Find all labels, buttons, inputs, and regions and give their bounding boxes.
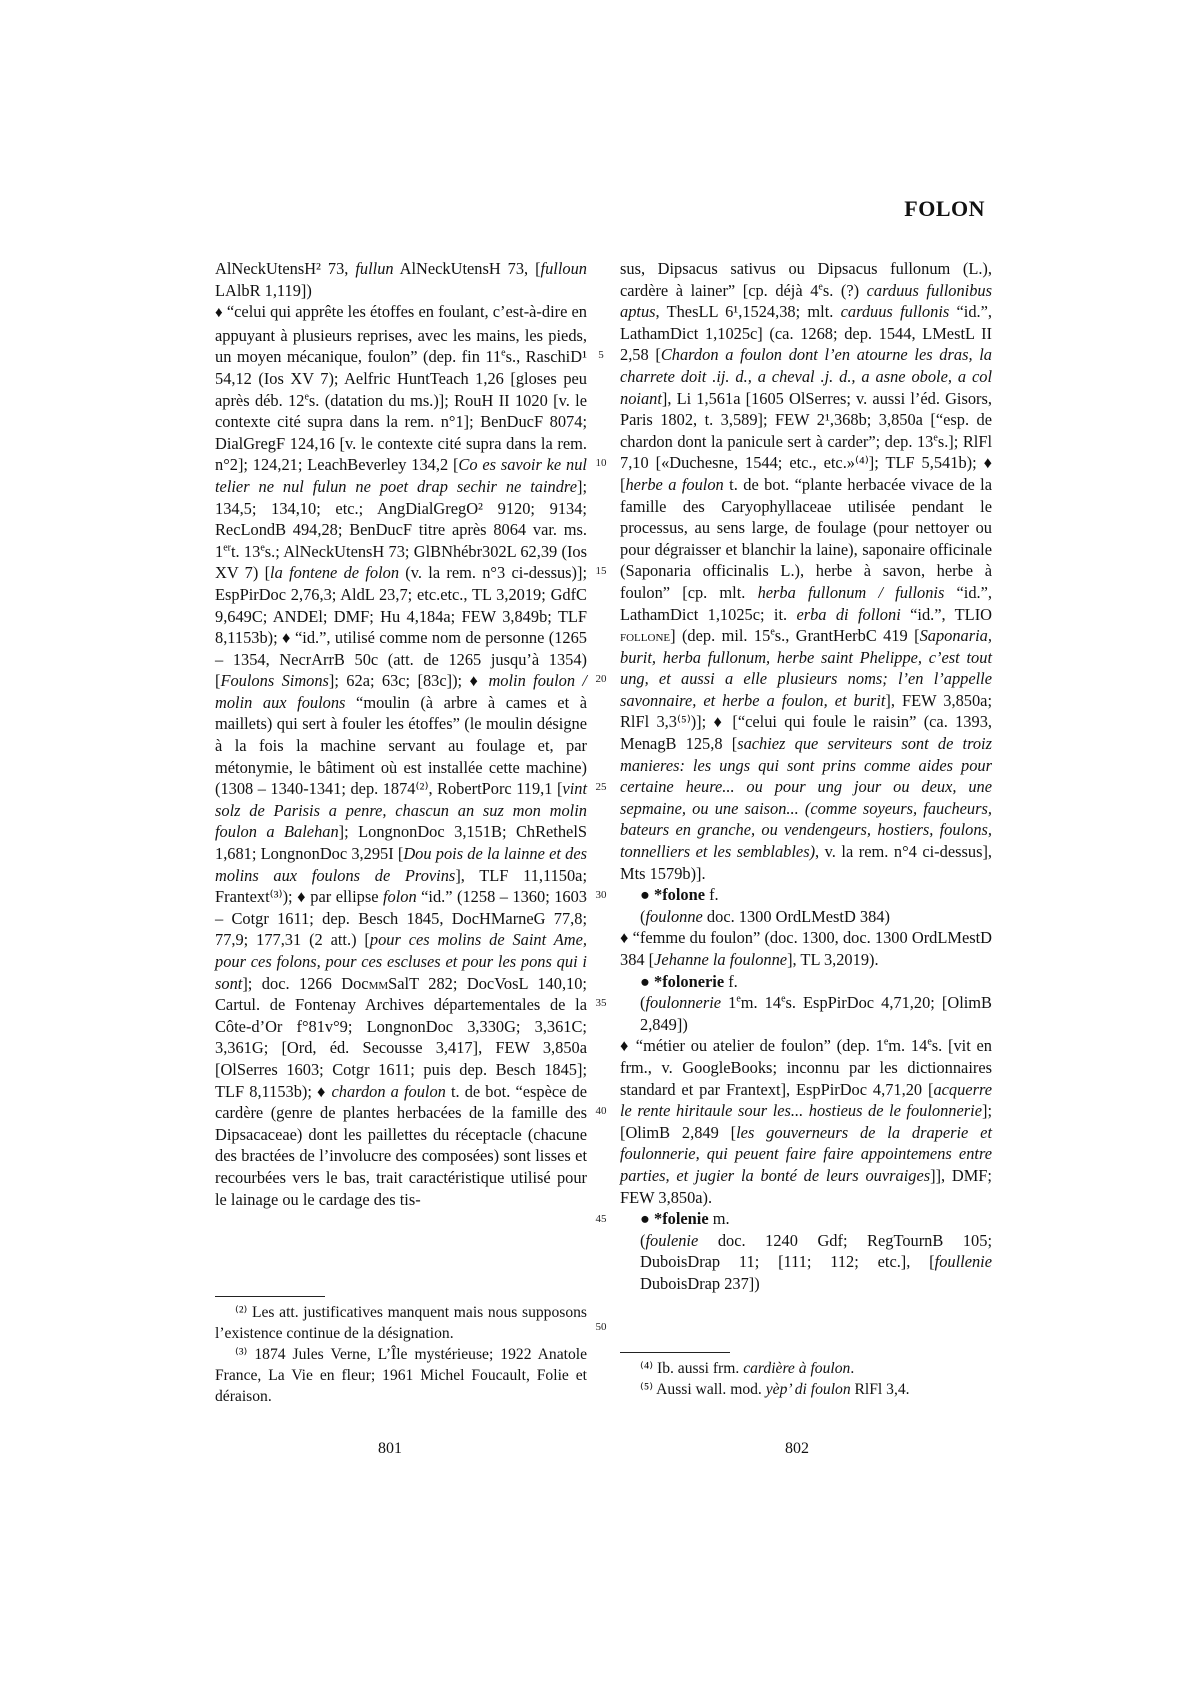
line-number: 35 [595,997,607,1009]
running-head: FOLON [904,196,985,221]
entry-headword: ● *folonerie f. [640,971,738,991]
entry-forms: (foulonne doc. 1300 OrdLMestD 384) [640,906,890,926]
entry-sense: ♦ “métier ou atelier de foulon” (dep. 1em. 14es. [vit en frm., v. GoogleBooks; inconnu par les dictionnaires standard et par Frantext], EspPirDoc 4,71,20 [acquerre le rente hiritaule sour les... hostieus de le foulonnerie]; [OlimB 2,849 [les gouverneurs de la draperie et foulonnerie, qui peuent faire faire appointemens entre parties, et jugier la bonté de leurs ouvraiges]], DMF; FEW 3,850a). [620,1036,993,1207]
folio-left: 801 [378,1440,402,1457]
left-column [215,258,587,1210]
footnote: ⁽⁴⁾ Ib. aussi frm. cardière à foulon. [640,1360,855,1377]
entry-headword: ● *folone f. [640,885,719,905]
footnote: ⁽³⁾ 1874 Jules Verne, L’Île mystérieuse; 1922 Anatole France, La Vie en fleur; 1961 Michel Foucault, Folie et déraison. [215,1346,587,1405]
line-number: 50 [595,1321,607,1333]
right-paragraph: sus, Dipsacus sativus ou Dipsacus fullonum (L.), cardère à lainer” [cp. déjà 4es. (?) carduus fullonibus aptus, ThesLL 6¹,1524,38; mlt. carduus fullonis “id.”, LathamDict 1,1025c] (ca. 1268; dep. 1544, LMestL II 2,58 [Chardon a foulon dont l’en atourne les dras, la charrete doit .ij. d., a cheval .j. d., a asne obole, a col noiant], Li 1,561a [1605 OlSerres; v. aussi l’éd. Gisors, Paris 1802, t. 3,589]; FEW 2¹,368b; 3,850a [“esp. de chardon dont la panicule sert à carder”; dep. 13es.]; RlFl 7,10 [«Duchesne, 1544; etc., etc.»⁽⁴⁾]; TLF 5,541b); ♦ [herbe a foulon t. de bot. “plante herbacée vivace de la famille des Caryophyllaceae utilisée pendant le processus, au sens large, de foulage (pour nettoyer ou pour dégraisser et blanchir la laine), saponaire officinale (Saponaria officinalis L.), herbe à savon, herbe à foulon” [cp. mlt. herba fullonum / fullonis “id.”, LathamDict 1,1025c; it. erba di folloni “id.”, TLIO follone] (dep. mil. 15es., GrantHerbC 419 [Saponaria, burit, herba fullonum, herbe saint Phelippe, c’est tout ung, et aussi a elle plusieurs noms; l’en l’appelle savonnaire, et herbe a foulon, et burit], FEW 3,850a; RlFl 3,3⁽⁵⁾)]; ♦ [“celui qui foule le raisin” (ca. 1393, MenagB 125,8 [sachiez que serviteurs sont de troiz manieres: les ungs qui sont prins comme aides pour certaine heure... ou pour ung jour ou deux, une sepmaine, ou une saison... (comme soyeurs, faucheurs, bateurs en granche, ou vendengeurs, hostiers, foulons, tonnelliers et les semblables), v. la rem. n°4 ci-dessus], Mts 1579b)]. [620,259,993,883]
footnote: ⁽⁵⁾ Aussi wall. mod. yèp’ di foulon RlFl 3,4. [640,1381,910,1398]
entry-forms: (foulonnerie 1em. 14es. EspPirDoc 4,71,20; [OlimB 2,849]) [640,993,992,1034]
line-number: 40 [595,1105,607,1117]
line-number: 10 [595,457,607,469]
left-paragraph: AlNeckUtensH² 73, fullun AlNeckUtensH 73, [fulloun LAlbR 1,119]) [215,259,587,300]
line-number: 20 [595,673,607,685]
left-paragraph: ♦ “celui qui apprête les étoffes en foulant, c’est-à-dire en appuyant à plusieurs reprises, avec les mains, les pieds, un moyen mécanique, foulon” (dep. fin 11es., RaschiD¹ 54,12 (Ios XV 7); Aelfric HuntTeach 1,26 [gloses peu après déb. 12es. (datation du ms.)]; RouH II 1020 [v. le contexte cité supra dans la rem. n°1]; BenDucF 8074; DialGregF 124,16 [v. le contexte cité supra dans la rem. n°2]; 124,21; LeachBeverley 134,2 [Co es savoir ke nul telier ne nul fulun ne poet drap sechir ne taindre]; 134,5; 134,10; etc.; AngDialGregO² 9120; 9134; RecLondB 494,28; BenDucF titre après 8064 var. ms. 1ert. 13es.; AlNeckUtensH 73; GlBNhébr302L 62,39 (Ios XV 7) [la fontene de folon (v. la rem. n°3 ci-dessus)]; EspPirDoc 2,76,3; AldL 23,7; etc.etc., TL 3,2019; GdfC 9,649C; ANDEl; DMF; Hu 4,184a; FEW 3,849b; TLF 8,1153b); ♦ “id.”, utilisé comme nom de personne (1265 – 1354, NecrArrB 50c (att. de 1265 jusqu’à 1354) [Foulons Simons]; 62a; 63c; [83c]); ♦ molin foulon / molin aux foulons “moulin (à arbre à cames et à maillets) qui sert à fouler les étoffes” (le moulin désigne à la fois la machine servant au foulage et, par métonymie, le bâtiment où est installée cette machine) (1308 – 1340-1341; dep. 1874⁽²⁾, RobertPorc 119,1 [vint solz de Parisis a penre, chascun an suz mon molin foulon a Balehan]; LongnonDoc 3,151B; ChRethelS 1,681; LongnonDoc 3,295I [Dou pois de la lainne et des molins aux foulons de Provins], TLF 11,1150a; Frantext⁽³⁾); ♦ par ellipse folon “id.” (1258 – 1360; 1603 – Cotgr 1611; dep. Besch 1845, DocHMarneG 77,8; 77,9; 177,31 (2 att.) [pour ces molins de Saint Ame, pour ces folons, pour ces escluses et pour les pons qui i sont]; doc. 1266 DocmmSalT 282; DocVosL 140,10; Cartul. de Fontenay Archives départementales de la Côte-d’Or f°81v°9; LongnonDoc 3,330G; 3,361C; 3,361G; [Ord, éd. Secousse 3,417], FEW 3,850a [OlSerres 1603; Cotgr 1611; puis dep. Besch 1845]; TLF 8,1153b); ♦ chardon a foulon t. de bot. “espèce de cardère (genre de plantes herbacées de la famille des Dipsacaceae) dont les paillettes du réceptacle (chacune des bractées de l’involucre des composées) sont lisses et recourbées vers le bas, trait caractéristique utilisé pour le lainage ou le cardage des tis- [215,302,588,1209]
folio-right: 802 [785,1440,809,1457]
right-column [620,258,992,1295]
line-number: 45 [595,1213,607,1225]
line-number: 15 [595,565,607,577]
entry-headword: ● *folenie m. [640,1209,730,1229]
entry-forms: (foulenie doc. 1240 Gdf; RegTournB 105; DuboisDrap 11; [111; 112; etc.], [foullenie DuboisDrap 237]) [640,1230,992,1293]
right-footnotes [620,1358,992,1400]
line-number: 25 [595,781,607,793]
line-number: 30 [595,889,607,901]
entry-sense: ♦ “femme du foulon” (doc. 1300, doc. 1300 OrdLMestD 384 [Jehanne la foulonne], TL 3,2019). [620,928,992,969]
footnote-rule [215,1296,325,1297]
left-footnotes [215,1302,587,1407]
footnote-rule [620,1352,730,1353]
footnote: ⁽²⁾ Les att. justificatives manquent mais nous supposons l’existence continue de la désignation. [215,1304,587,1342]
line-number: 5 [598,349,604,361]
